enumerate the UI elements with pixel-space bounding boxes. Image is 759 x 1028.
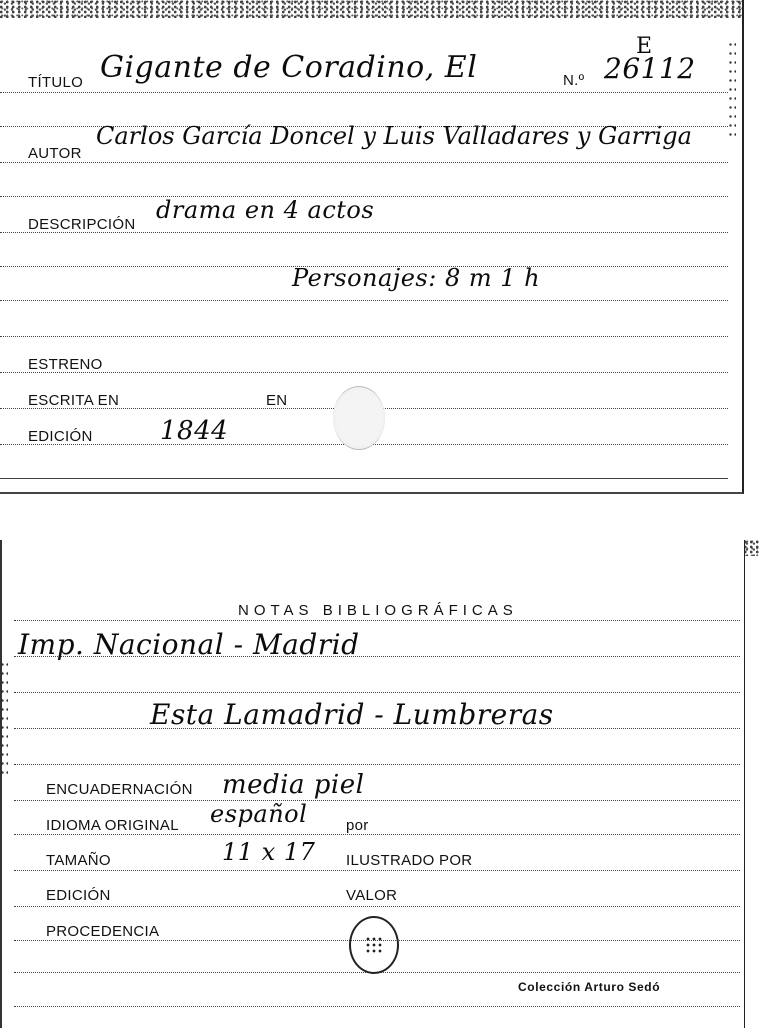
ruled-line [14,764,740,765]
edicion-value: 1844 [160,416,229,446]
punch-hole [333,386,385,450]
note-line-2: Esta Lamadrid - Lumbreras [150,698,554,731]
note-line-1: Imp. Nacional - Madrid [18,628,360,661]
ruled-line [14,620,740,621]
ruled-line [14,692,740,693]
valor-label: VALOR [346,887,398,904]
ilustrado-label: ILUSTRADO POR [346,852,473,869]
encuadernacion-value: media piel [222,770,365,800]
edicion-label: EDICIÓN [28,428,93,445]
titulo-value: Gigante de Coradino, El [100,50,478,85]
ruled-line [14,834,740,835]
scan-edge-marks [0,660,8,780]
numero-value: 26112 [604,52,696,85]
numero-mark: E [636,34,653,59]
collection-stamp [349,916,399,974]
scan-noise-top [0,0,742,18]
escrita-en-label: ESCRITA EN [28,392,120,409]
ruled-line [14,870,740,871]
estreno-label: ESTRENO [28,356,103,373]
ruled-line [0,92,728,93]
titulo-label: TÍTULO [28,74,84,91]
notas-heading: NOTAS BIBLIOGRÁFICAS [238,602,518,619]
descripcion-value: drama en 4 actos [156,196,375,224]
catalog-card-front [0,0,744,494]
ruled-line [0,372,728,373]
ruled-line [0,300,728,301]
edicion-label-back: EDICIÓN [46,887,111,904]
numero-label: N.º [563,72,585,89]
ruled-line [14,906,740,907]
scan-edge-marks [728,40,736,140]
descripcion-label: DESCRIPCIÓN [28,216,136,233]
en-label: EN [266,392,288,409]
encuadernacion-label: ENCUADERNACIÓN [46,781,193,798]
por-label: por [346,817,369,834]
idioma-label: IDIOMA ORIGINAL [46,817,179,834]
idioma-value: español [210,800,308,828]
ruled-line [14,1006,740,1007]
autor-label: AUTOR [28,145,82,162]
procedencia-label: PROCEDENCIA [46,923,160,940]
personajes-value: Personajes: 8 m 1 h [292,264,541,292]
ruled-line [0,162,728,163]
tamano-label: TAMAÑO [46,852,111,869]
tamano-value: 11 x 17 [222,838,316,866]
ruled-line [0,478,728,479]
collection-footer: Colección Arturo Sedó [518,980,661,994]
autor-value: Carlos García Doncel y Luis Valladares y Garriga [96,122,692,150]
ruled-line [0,336,728,337]
ruled-line [14,800,740,801]
